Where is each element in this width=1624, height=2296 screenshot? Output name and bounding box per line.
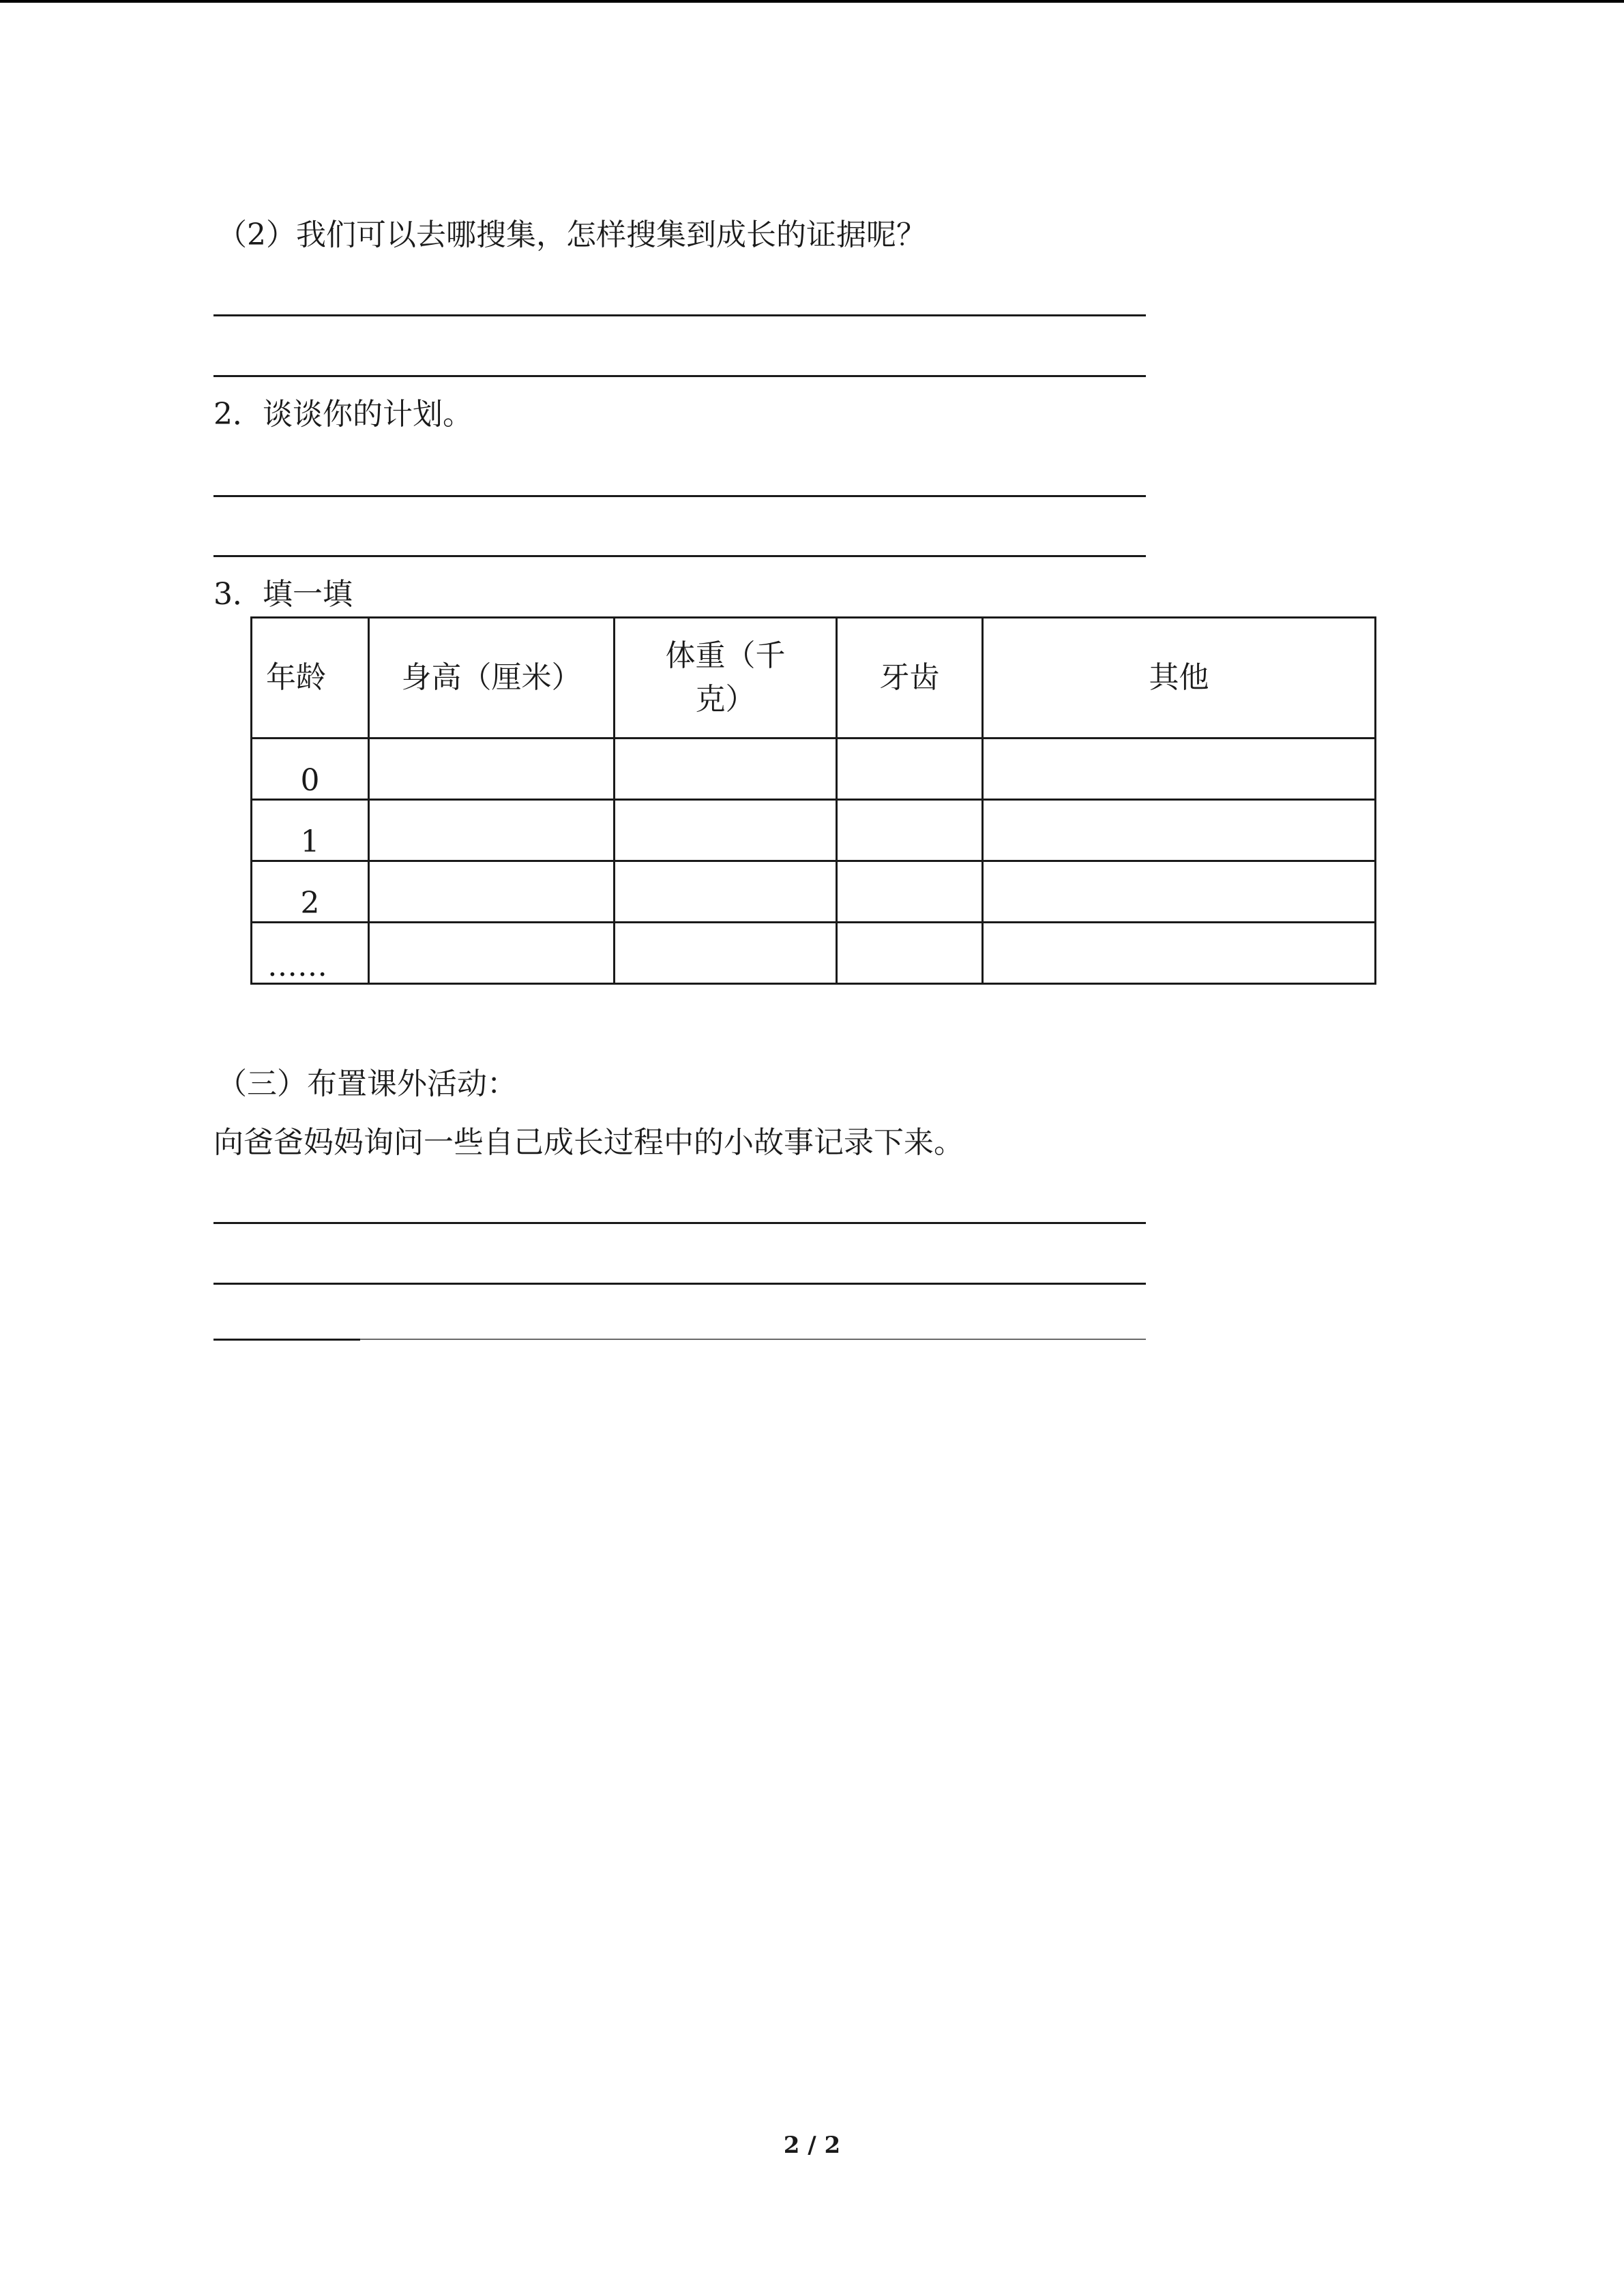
- age-cell: 0: [252, 739, 369, 800]
- answer-line[interactable]: [213, 1339, 360, 1341]
- teeth-cell[interactable]: [837, 861, 983, 923]
- question-2-sub-prompt: （2）我们可以去哪搜集，怎样搜集到成长的证据呢？: [217, 218, 926, 252]
- header-teeth: 牙齿: [837, 618, 983, 739]
- other-cell[interactable]: [983, 861, 1376, 923]
- height-cell[interactable]: [369, 923, 615, 984]
- answer-line[interactable]: [213, 1283, 1146, 1285]
- weight-cell[interactable]: [615, 861, 837, 923]
- height-cell[interactable]: [369, 739, 615, 800]
- age-cell: ……: [252, 923, 369, 984]
- table-row: [252, 923, 1376, 984]
- growth-record-table: [250, 616, 1376, 985]
- page-top-border: [0, 0, 1624, 3]
- table-row: [252, 739, 1376, 800]
- teeth-cell[interactable]: [837, 800, 983, 861]
- weight-cell[interactable]: [615, 923, 837, 984]
- age-cell: 1: [252, 800, 369, 861]
- other-cell[interactable]: [983, 923, 1376, 984]
- answer-line[interactable]: [360, 1339, 1146, 1340]
- header-weight: 体重（千克）: [615, 618, 837, 739]
- page-number: 2 / 2: [783, 2132, 841, 2159]
- teeth-cell[interactable]: [837, 739, 983, 800]
- age-cell: 2: [252, 861, 369, 923]
- header-other: 其他: [983, 618, 1376, 739]
- table-row: [252, 861, 1376, 923]
- section-3-task: 向爸爸妈妈询问一些自己成长过程中的小故事记录下来。: [213, 1125, 964, 1160]
- table-header-row: [252, 618, 1376, 739]
- question-plan-prompt: 2．谈谈你的计划。: [213, 397, 473, 432]
- height-cell[interactable]: [369, 861, 615, 923]
- header-height: 身高（厘米）: [369, 618, 615, 739]
- header-age: 年龄: [252, 618, 369, 739]
- other-cell[interactable]: [983, 739, 1376, 800]
- answer-line[interactable]: [213, 555, 1146, 557]
- table-row: [252, 800, 1376, 861]
- answer-line[interactable]: [213, 375, 1146, 377]
- answer-line[interactable]: [213, 495, 1146, 497]
- weight-cell[interactable]: [615, 739, 837, 800]
- other-cell[interactable]: [983, 800, 1376, 861]
- height-cell[interactable]: [369, 800, 615, 861]
- question-fill-prompt: 3．填一填: [213, 577, 353, 612]
- answer-line[interactable]: [213, 1222, 1146, 1224]
- teeth-cell[interactable]: [837, 923, 983, 984]
- section-3-title: （三）布置课外活动：: [217, 1067, 517, 1101]
- answer-line[interactable]: [213, 314, 1146, 316]
- weight-cell[interactable]: [615, 800, 837, 861]
